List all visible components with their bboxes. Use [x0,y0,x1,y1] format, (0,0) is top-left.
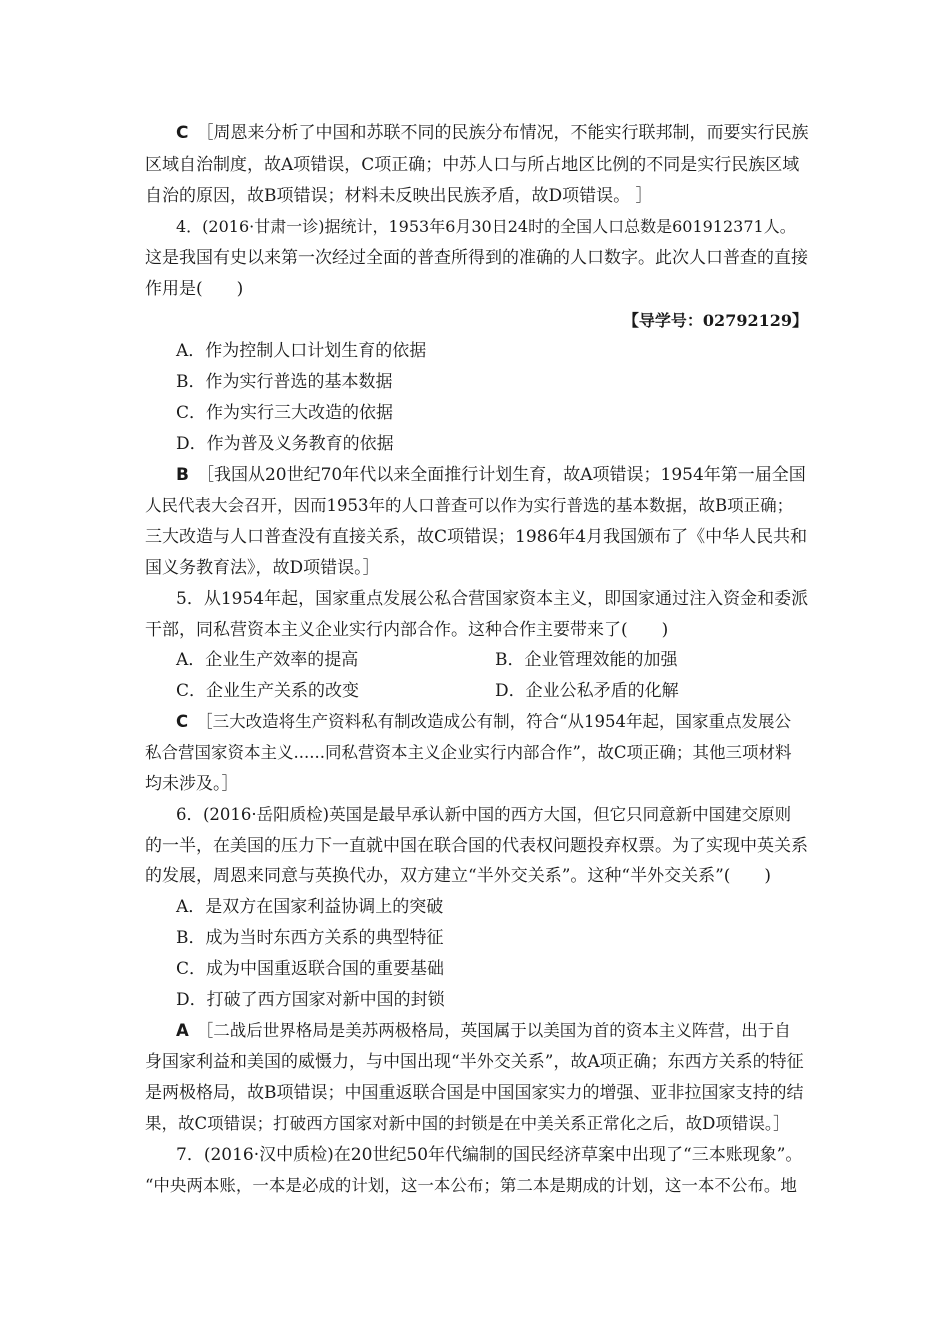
q5-answer-line-2: 私合营国家资本主义......同私营资本主义企业实行内部合作”，故C项正确；其他三项材料 [145,743,792,762]
answer-letter: C [176,123,189,143]
q4-option-c: C．作为实行三大改造的依据 [176,403,394,423]
q5-answer-line-1: C ［三大改造将生产资料私有制改造成公有制，符合“从1954年起，国家重点发展公 [176,712,792,731]
answer-letter: B [176,465,189,485]
q6-option-b: B．成为当时东西方关系的典型特征 [176,928,444,948]
q5-option-c: C．企业生产关系的改变 [176,681,360,701]
q6-answer-line-4: 果，故C项错误；打破西方国家对新中国的封锁是在中美关系正常化之后，故D项错误。］ [145,1114,790,1133]
q3-answer-line-2: 区域自治制度，故A项错误，C项正确；中苏人口与所占地区比例的不同是实行民族区域 [145,155,800,175]
q5-option-d: D．企业公私矛盾的化解 [495,681,679,701]
q5-stem-line-1: 5．从1954年起，国家重点发展公私合营国家资本主义，即国家通过注入资金和委派 [176,589,809,609]
guide-code: 【导学号：02792129】 [622,311,808,330]
q6-stem-line-2: 的一半，在美国的压力下一直就中国在联合国的代表权问题投弃权票。为了实现中英关系 [145,836,808,856]
q4-answer-line-3: 三大改造与人口普查没有直接关系，故C项错误；1986年4月我国颁布了《中华人民共和 [145,527,808,547]
q4-answer-line-1: B ［我国从20世纪70年代以来全面推行计划生育，故A项错误；1954年第一届全国 [176,465,806,485]
q5-answer-line-3: 均未涉及。］ [145,774,239,794]
q6-answer-line-2: 身国家利益和美国的威慑力，与中国出现“半外交关系”，故A项正确；东西方关系的特征 [145,1052,804,1072]
q3-answer-line-1: C ［周恩来分析了中国和苏联不同的民族分布情况，不能实行联邦制，而要实行民族 [176,123,809,143]
q4-option-b: B．作为实行普选的基本数据 [176,372,393,392]
answer-letter: A [176,1021,189,1040]
q6-answer-line-1: A ［二战后世界格局是美苏两极格局，英国属于以美国为首的资本主义阵营，出于自 [176,1021,791,1040]
q5-option-b: B．企业管理效能的加强 [495,650,678,670]
q4-stem-line-3: 作用是( ) [145,279,244,299]
q6-option-a: A．是双方在国家利益协调上的突破 [176,897,444,917]
q7-stem-line-2: “中央两本账，一本是必成的计划，这一本公布；第二本是期成的计划，这一本不公布。地 [145,1176,797,1195]
answer-letter: C [176,712,189,731]
q7-stem-line-1: 7．(2016·汉中质检)在20世纪50年代编制的国民经济草案中出现了“三本账现象”。 [176,1145,803,1165]
q6-stem-line-1: 6．(2016·岳阳质检)英国是最早承认新中国的西方大国，但它只同意新中国建交原则 [176,805,792,824]
q4-answer-line-2: 人民代表大会召开，因而1953年的人口普查可以作为实行普选的基本数据，故B项正确； [145,496,794,515]
q4-option-a: A．作为控制人口计划生育的依据 [176,341,427,361]
q6-answer-line-3: 是两极格局，故B项错误；中国重返联合国是中国国家实力的增强、亚非拉国家支持的结 [145,1083,804,1103]
q5-option-a: A．企业生产效率的提高 [176,650,359,670]
q4-stem-line-2: 这是我国有史以来第一次经过全面的普查所得到的准确的人口数字。此次人口普查的直接 [145,248,808,268]
q4-option-d: D．作为普及义务教育的依据 [176,434,394,454]
q4-answer-line-4: 国义务教育法》，故D项错误。］ [145,558,380,578]
q6-stem-line-3: 的发展，周恩来同意与英换代办，双方建立“半外交关系”。这种“半外交关系”( ) [145,866,772,886]
q3-answer-line-3: 自治的原因，故B项错误；材料未反映出民族矛盾，故D项错误。 ］ [145,186,653,206]
q4-stem-line-1: 4．(2016·甘肃一诊)据统计，1953年6月30日24时的全国人口总数是601912371人。 [176,217,796,236]
q6-option-c: C．成为中国重返联合国的重要基础 [176,959,445,979]
q6-option-d: D．打破了西方国家对新中国的封锁 [176,990,445,1010]
q5-stem-line-2: 干部，同私营资本主义企业实行内部合作。这种合作主要带来了( ) [145,620,669,640]
